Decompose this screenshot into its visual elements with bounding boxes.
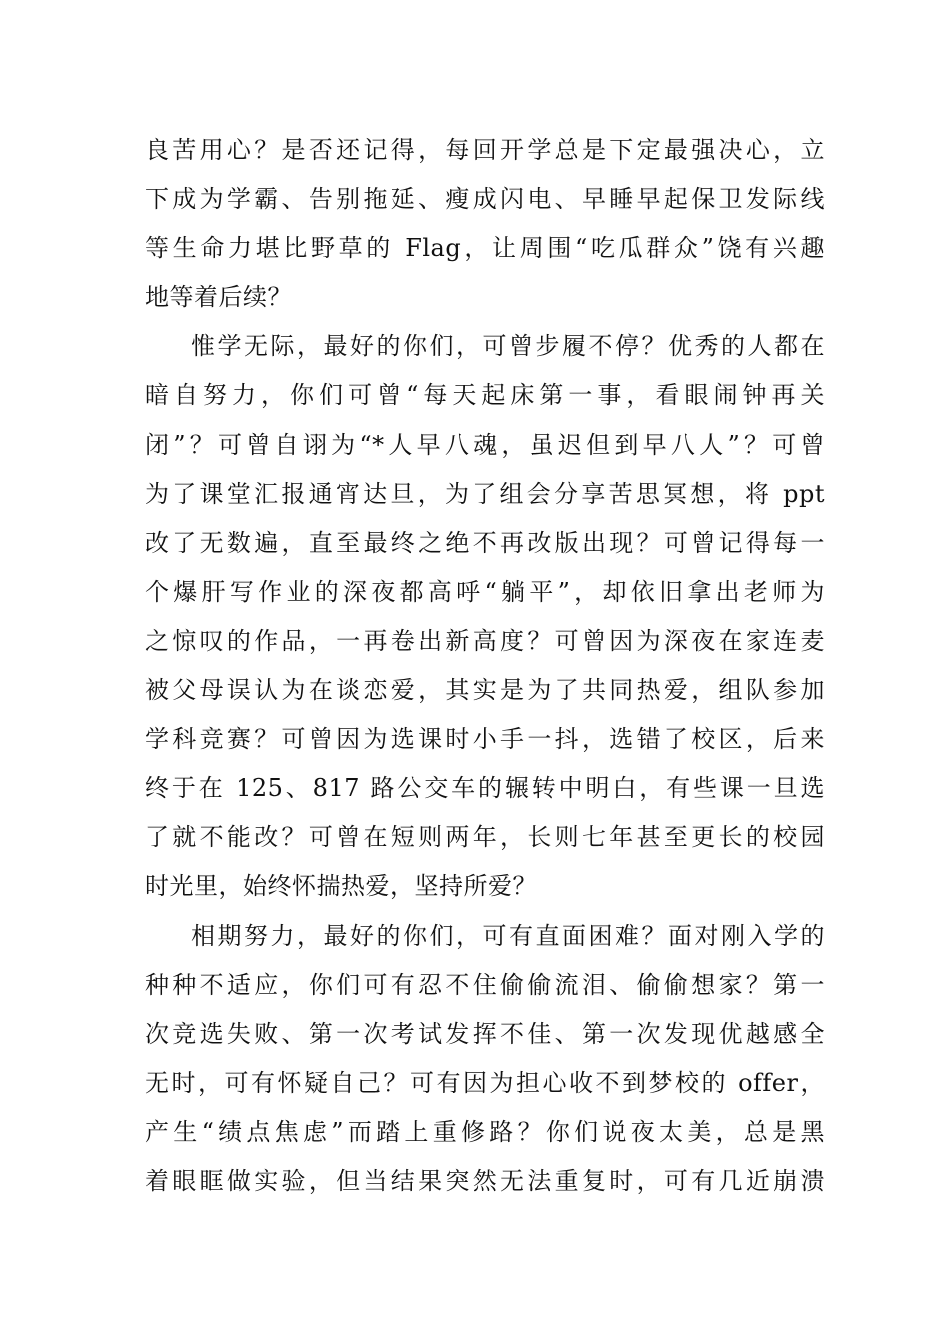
text-line: 良苦用心？是否还记得，每回开学总是下定最强决心，立 — [145, 136, 825, 164]
text-line: 改了无数遍，直至最终之绝不再改版出现？可曾记得每一 — [145, 528, 825, 557]
paragraph — [145, 126, 825, 322]
text-line: 个爆肝写作业的深夜都高呼“躺平”，却依旧拿出老师为 — [145, 577, 825, 606]
text-line: 闭”？可曾自诩为“*人早八魂，虽迟但到早八人”？可曾 — [145, 430, 825, 459]
text-line: 被父母误认为在谈恋爱，其实是为了共同热爱，组队参加 — [145, 676, 825, 705]
text-line: 之惊叹的作品，一再卷出新高度？可曾因为深夜在家连麦 — [145, 626, 825, 655]
text-line: 学科竞赛？可曾因为选课时小手一抖，选错了校区，后来 — [145, 725, 825, 754]
text-line: 时光里，始终怀揣热爱，坚持所爱？ — [145, 872, 537, 901]
text-line: 为了课堂汇报通宵达旦，为了组会分享苦思冥想，将 ppt — [145, 479, 825, 508]
text-line: 等生命力堪比野草的 Flag，让周围“吃瓜群众”饶有兴趣 — [145, 234, 825, 263]
paragraph — [145, 322, 825, 911]
text-line: 无时，可有怀疑自己？可有因为担心收不到梦校的 offer， — [145, 1068, 825, 1097]
text-line: 着眼眶做实验，但当结果突然无法重复时，可有几近崩溃 — [145, 1166, 825, 1195]
text-line: 惟学无际，最好的你们，可曾步履不停？优秀的人都在 — [191, 332, 825, 361]
text-line: 种种不适应，你们可有忍不住偷偷流泪、偷偷想家？第一 — [145, 970, 825, 999]
text-line: 相期努力，最好的你们，可有直面困难？面对刚入学的 — [191, 921, 825, 950]
text-line: 终于在 125、817 路公交车的辗转中明白，有些课一旦选 — [145, 774, 825, 803]
text-line: 产生“绩点焦虑”而踏上重修路？你们说夜太美，总是黑 — [145, 1117, 825, 1146]
text-line: 地等着后续？ — [145, 283, 292, 312]
text-line: 下成为学霸、告别拖延、瘦成闪电、早睡早起保卫发际线 — [145, 185, 825, 214]
paragraph — [145, 912, 825, 1207]
text-line: 次竞选失败、第一次考试发挥不佳、第一次发现优越感全 — [145, 1019, 825, 1048]
text-line: 暗自努力，你们可曾“每天起床第一事，看眼闹钟再关 — [145, 381, 825, 410]
text-line: 了就不能改？可曾在短则两年，长则七年甚至更长的校园 — [145, 823, 825, 852]
document-body — [145, 126, 825, 1206]
